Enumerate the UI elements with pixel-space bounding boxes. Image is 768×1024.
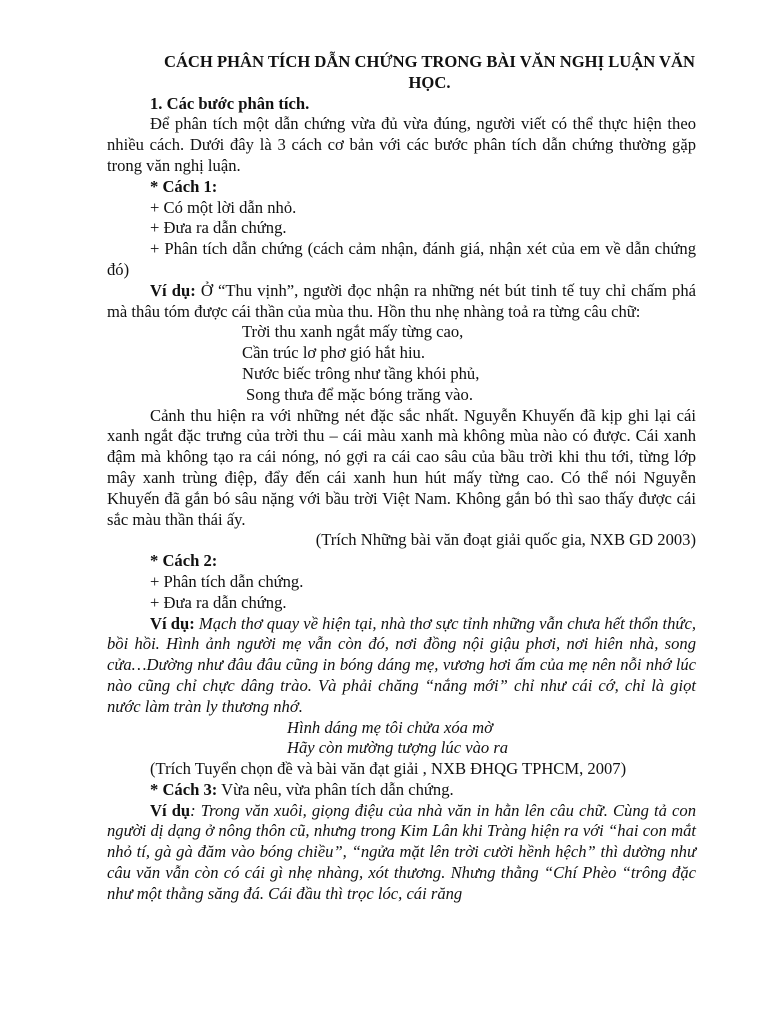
method1-step: + Phân tích dẫn chứng (cách cảm nhận, đánh giá, nhận xét của em về dẫn chứng đó) [107, 239, 696, 279]
method1-analysis: Cảnh thu hiện ra với những nét đặc sắc nhất. Nguyễn Khuyến đã kịp ghi lại cái xanh ngắt đặc trưng của trời thu – cái màu xanh mà không mùa nào có được. Cái xanh đậm mà không tạo ra cái nóng, nó gợi ra cái cao sâu của bầu trời khi thu tới, từng lớp mây xanh trùng điệp, đẩy đến cái xanh hun hút mấy từng cao. Có thể nói Nguyễn Khuyến đã gắn bó sâu nặng với bầu trời Việt Nam. Không gắn bó thì sao thấy được cái sắc màu thần thái ấy. [107, 405, 696, 529]
poem-line: Cần trúc lơ phơ gió hắt hiu. [242, 343, 426, 363]
example-text: : Trong văn xuôi, giọng điệu của nhà văn in hằn lên câu chữ. Cùng tả con người dị dạng ở nông thôn cũ, nhưng trong Kim Lân khi Tràng hiện ra với “hai con mắt nhỏ tí, gà gà đăm vào bóng chiều”, “ngửa mặt lên trời cười hềnh hệch” thì dường như câu văn vẫn còn có cái gì nhẹ nhàng, xót thương. Nhưng thằng “Chí Phèo “trông đặc như một thằng săng đá. Cái đầu thì trọc lóc, cái răng [107, 800, 697, 903]
section-heading: 1. Các bước phân tích. [150, 93, 310, 113]
method3-heading: * Cách 3: [150, 779, 218, 799]
poem-line: Hãy còn mường tượng lúc vào ra [287, 738, 509, 758]
method1-source: (Trích Những bài văn đoạt giải quốc gia, NXB GD 2003) [315, 530, 696, 550]
method2-step: + Đưa ra dẫn chứng. [150, 592, 287, 612]
example-label: Ví dụ [150, 800, 191, 820]
method1-heading: * Cách 1: [150, 176, 218, 196]
method2-example [107, 614, 696, 718]
example-text: Ở “Thu vịnh”, người đọc nhận ra những nét bút tinh tế tuy chỉ chấm phá mà thâu tóm được cái thần của mùa thu. Hồn thu nhẹ nhàng toả ra từng câu chữ: [107, 280, 696, 321]
poem-line: Nước biếc trông như tầng khói phủ, [242, 363, 480, 383]
poem-line: Trời thu xanh ngắt mấy từng cao, [242, 322, 464, 342]
page-title: CÁCH PHÂN TÍCH DẪN CHỨNG TRONG BÀI VĂN NGHỊ LUẬN VĂN HỌC. [163, 52, 696, 92]
method3-heading-rest: Vừa nêu, vừa phân tích dẫn chứng. [217, 779, 454, 799]
method2-source: (Trích Tuyển chọn đề và bài văn đạt giải , NXB ĐHQG TPHCM, 2007) [150, 759, 627, 779]
method3-heading-line [150, 780, 696, 801]
intro-paragraph: Để phân tích một dẫn chứng vừa đủ vừa đúng, người viết có thể thực hiện theo nhiều cách. Dưới đây là 3 cách cơ bản với các bước phân tích dẫn chứng thường gặp trong văn nghị luận. [107, 114, 696, 175]
poem-block [287, 718, 696, 760]
poem-block [242, 322, 696, 405]
method1-example [107, 281, 696, 323]
method2-heading: * Cách 2: [150, 551, 218, 571]
method3-example [107, 801, 696, 905]
example-label: Ví dụ: [150, 613, 195, 633]
poem-line: Hình dáng mẹ tôi chửa xóa mờ [287, 717, 493, 737]
example-label: Ví dụ: [150, 280, 196, 300]
example-text: Mạch thơ quay về hiện tại, nhà thơ sực tỉnh những vẫn chưa hết thổn thức, bồi hồi. Hình ảnh người mẹ vẫn còn đó, nơi đồng nội giậu phơi, nơi hiên nhà, song cửa…Dường như đâu đâu cũng in bóng dáng mẹ, vương hơi ấm của mẹ nên nỗi nhớ lúc nào cũng chỉ chực dâng trào. Và phải chăng “nắng mới” chỉ như cái cớ, chỉ là giọt nước làm tràn ly thương nhớ. [107, 613, 696, 716]
method1-step: + Có một lời dẫn nhỏ. [150, 197, 297, 217]
method1-step: + Đưa ra dẫn chứng. [150, 218, 287, 238]
poem-line: Song thưa để mặc bóng trăng vào. [246, 384, 473, 404]
method2-step: + Phân tích dẫn chứng. [150, 571, 304, 591]
